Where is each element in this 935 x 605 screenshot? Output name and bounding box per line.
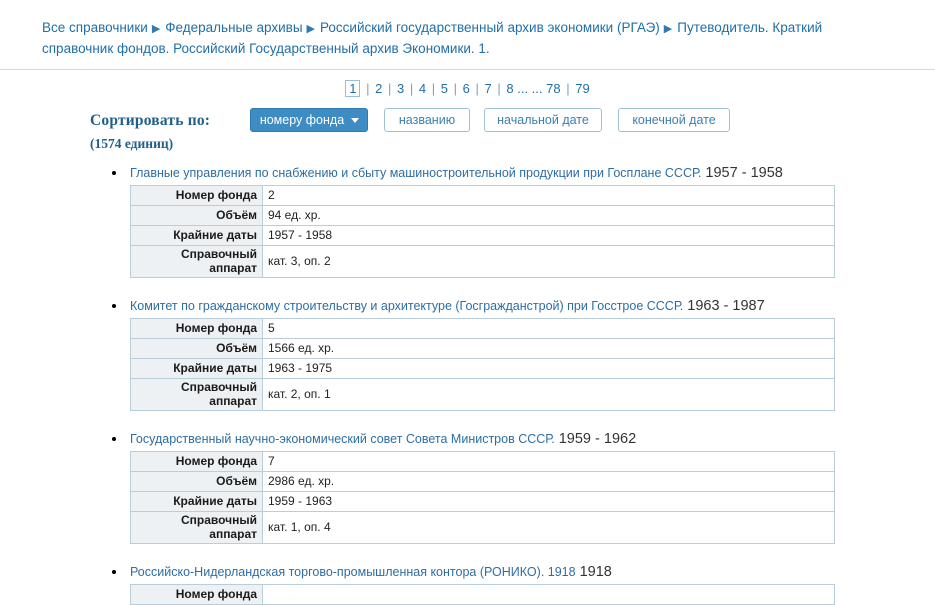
fund-dates-label: Крайние даты [131, 359, 263, 379]
table-row [131, 492, 835, 512]
table-row [131, 206, 835, 226]
fund-volume-value: 1566 ед. хр. [263, 339, 835, 359]
fund-dates-value: 1959 - 1963 [263, 492, 835, 512]
pagination-page-6[interactable]: 6 [462, 81, 470, 96]
fund-finding-aid-value: кат. 1, оп. 4 [263, 512, 835, 544]
table-row [131, 226, 835, 246]
sort-by-fund-number-button[interactable] [250, 108, 368, 132]
breadcrumb [0, 0, 935, 70]
fund-years: 1959 - 1962 [558, 431, 637, 447]
fund-title-link[interactable]: Государственный научно-экономический совет Совета Министров СССР. [130, 432, 555, 446]
fund-details-table [130, 185, 835, 278]
breadcrumb-item-2[interactable]: Российский государственный архив экономики (РГАЭ) [320, 20, 660, 35]
breadcrumb-item-1[interactable]: Федеральные архивы [165, 20, 303, 35]
table-row [131, 319, 835, 339]
fund-years: 1918 [579, 564, 612, 580]
bullet-icon [112, 437, 116, 441]
fund-volume-value: 94 ед. хр. [263, 206, 835, 226]
fund-title-link[interactable]: Комитет по гражданскому строительству и архитектуре (Госгражданстрой) при Госстрое СССР. [130, 299, 684, 313]
pagination-page-8[interactable]: 8 [506, 81, 514, 96]
fund-heading [110, 297, 935, 315]
sort-by-name-button[interactable] [384, 108, 470, 132]
list-item [0, 164, 935, 278]
breadcrumb-item-3[interactable]: Путеводитель. Краткий справочник фондов. Российский Государственный архив Экономики. 1. [42, 20, 823, 56]
table-row [131, 339, 835, 359]
breadcrumb-separator-icon: ▶ [151, 23, 161, 35]
fund-finding-aid-label: Справочный аппарат [131, 246, 263, 278]
fund-number-value: 5 [263, 319, 835, 339]
list-item [0, 430, 935, 544]
sort-by-name-label: названию [398, 113, 456, 127]
sort-by-start-date-label: начальной дате [497, 113, 589, 127]
table-row [131, 452, 835, 472]
sort-by-end-date-label: конечной дате [632, 113, 716, 127]
pagination-page-79[interactable]: 79 [575, 81, 590, 96]
fund-number-value [263, 585, 835, 605]
pagination-separator: | [387, 81, 392, 96]
pagination-current-page[interactable]: 1 [345, 80, 360, 97]
fund-list [0, 158, 935, 605]
fund-finding-aid-value: кат. 3, оп. 2 [263, 246, 835, 278]
table-row [131, 472, 835, 492]
fund-heading [110, 164, 935, 182]
fund-heading [110, 430, 935, 448]
table-row [131, 512, 835, 544]
pagination-separator: | [566, 81, 570, 96]
bullet-icon [112, 570, 116, 574]
pagination-page-78[interactable]: 78 [546, 81, 561, 96]
fund-title-link[interactable]: Главные управления по снабжению и сбыту машиностроительной продукции при Госплане СССР. [130, 166, 702, 180]
sort-label: Сортировать по: [90, 112, 211, 129]
pagination [0, 70, 935, 102]
results-count: (1574 единиц) [90, 136, 174, 151]
fund-details-table [130, 584, 835, 605]
sort-by-start-date-button[interactable] [484, 108, 602, 132]
breadcrumb-separator-icon: ▶ [663, 23, 673, 35]
fund-dates-label: Крайние даты [131, 226, 263, 246]
fund-volume-value: 2986 ед. хр. [263, 472, 835, 492]
pagination-separator: | [497, 81, 501, 96]
table-row [131, 246, 835, 278]
pagination-page-3[interactable]: 3 [397, 81, 405, 96]
pagination-separator: | [431, 81, 436, 96]
breadcrumb-separator-icon: ▶ [306, 23, 315, 35]
list-item [0, 563, 935, 605]
list-item [0, 297, 935, 411]
breadcrumb-item-0[interactable]: Все справочники [42, 20, 148, 35]
fund-volume-label: Объём [131, 339, 263, 359]
fund-volume-label: Объём [131, 472, 263, 492]
fund-finding-aid-value: кат. 2, оп. 1 [263, 379, 835, 411]
chevron-down-icon [351, 118, 359, 123]
fund-number-label: Номер фонда [131, 585, 263, 605]
pagination-separator: | [475, 81, 479, 96]
fund-finding-aid-label: Справочный аппарат [131, 379, 263, 411]
fund-years: 1963 - 1987 [687, 298, 765, 314]
fund-finding-aid-label: Справочный аппарат [131, 512, 263, 544]
fund-years: 1957 - 1958 [705, 165, 783, 181]
fund-number-label: Номер фонда [131, 319, 263, 339]
fund-number-label: Номер фонда [131, 186, 263, 206]
pagination-ellipsis: ... ... [517, 81, 543, 96]
sort-by-fund-number-label: номеру фонда [259, 113, 345, 127]
pagination-separator: | [453, 81, 457, 96]
fund-volume-label: Объём [131, 206, 263, 226]
pagination-page-5[interactable]: 5 [440, 81, 448, 96]
fund-number-value: 7 [263, 452, 835, 472]
fund-dates-value: 1963 - 1975 [263, 359, 835, 379]
fund-heading [110, 563, 935, 581]
fund-details-table [130, 318, 835, 411]
fund-number-label: Номер фонда [131, 452, 263, 472]
sort-bar [0, 102, 935, 158]
pagination-page-7[interactable]: 7 [484, 81, 492, 96]
pagination-separator: | [409, 81, 414, 96]
fund-dates-value: 1957 - 1958 [263, 226, 835, 246]
fund-number-value: 2 [263, 186, 835, 206]
fund-title-link[interactable]: Российско-Нидерландская торгово-промышленная контора (РОНИКО). 1918 [130, 565, 576, 579]
sort-by-end-date-button[interactable] [618, 108, 730, 132]
pagination-page-2[interactable]: 2 [375, 81, 383, 96]
fund-details-table [130, 451, 835, 544]
table-row [131, 359, 835, 379]
table-row [131, 585, 835, 605]
table-row [131, 379, 835, 411]
bullet-icon [112, 304, 116, 308]
pagination-separator: | [366, 81, 370, 96]
fund-dates-label: Крайние даты [131, 492, 263, 512]
pagination-page-4[interactable]: 4 [418, 81, 427, 96]
bullet-icon [112, 171, 116, 175]
table-row [131, 186, 835, 206]
